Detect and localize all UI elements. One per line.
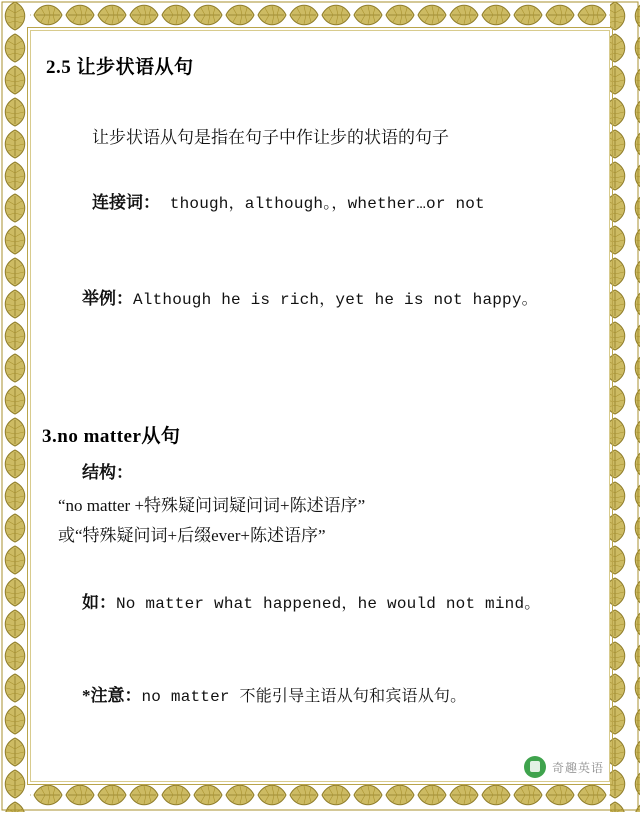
section-2-5-definition: 让步状语从句是指在句子中作让步的状语的句子 [92, 128, 449, 147]
watermark-label: 奇趣英语 [551, 760, 604, 775]
section-3-example [82, 588, 592, 619]
section-2-5-conjunction [92, 188, 592, 219]
section-3-structure-label: 结构： [82, 463, 133, 482]
watermark [524, 756, 604, 778]
note-text: no matter 不能引导主语从句和宾语从句。 [141, 688, 467, 706]
conjunction-label: 连接词： [92, 193, 160, 212]
section-2-5-example [82, 284, 592, 315]
example-label: 举例： [82, 289, 133, 308]
section-3-structure-line-1: “no matter +特殊疑问词疑问词+陈述语序” [58, 496, 366, 515]
leaf-badge-icon [524, 756, 546, 778]
section-heading-2-5: 2.5 让步状语从句 [46, 57, 194, 78]
conjunction-text: though，although。，whether…or not [160, 195, 485, 213]
section-3-example-label: 如： [82, 593, 116, 612]
document-content [40, 36, 600, 736]
section-3-example-text: No matter what happened，he would not mind。 [116, 595, 541, 613]
note-label: *注意： [82, 686, 142, 705]
section-3-structure-line-2: 或“特殊疑问词+后缀ever+陈述语序” [58, 526, 326, 545]
section-3-note [82, 681, 592, 712]
section-heading-3: 3.no matter从句 [42, 426, 181, 447]
example-text: Although he is rich，yet he is not happy。 [133, 291, 538, 309]
